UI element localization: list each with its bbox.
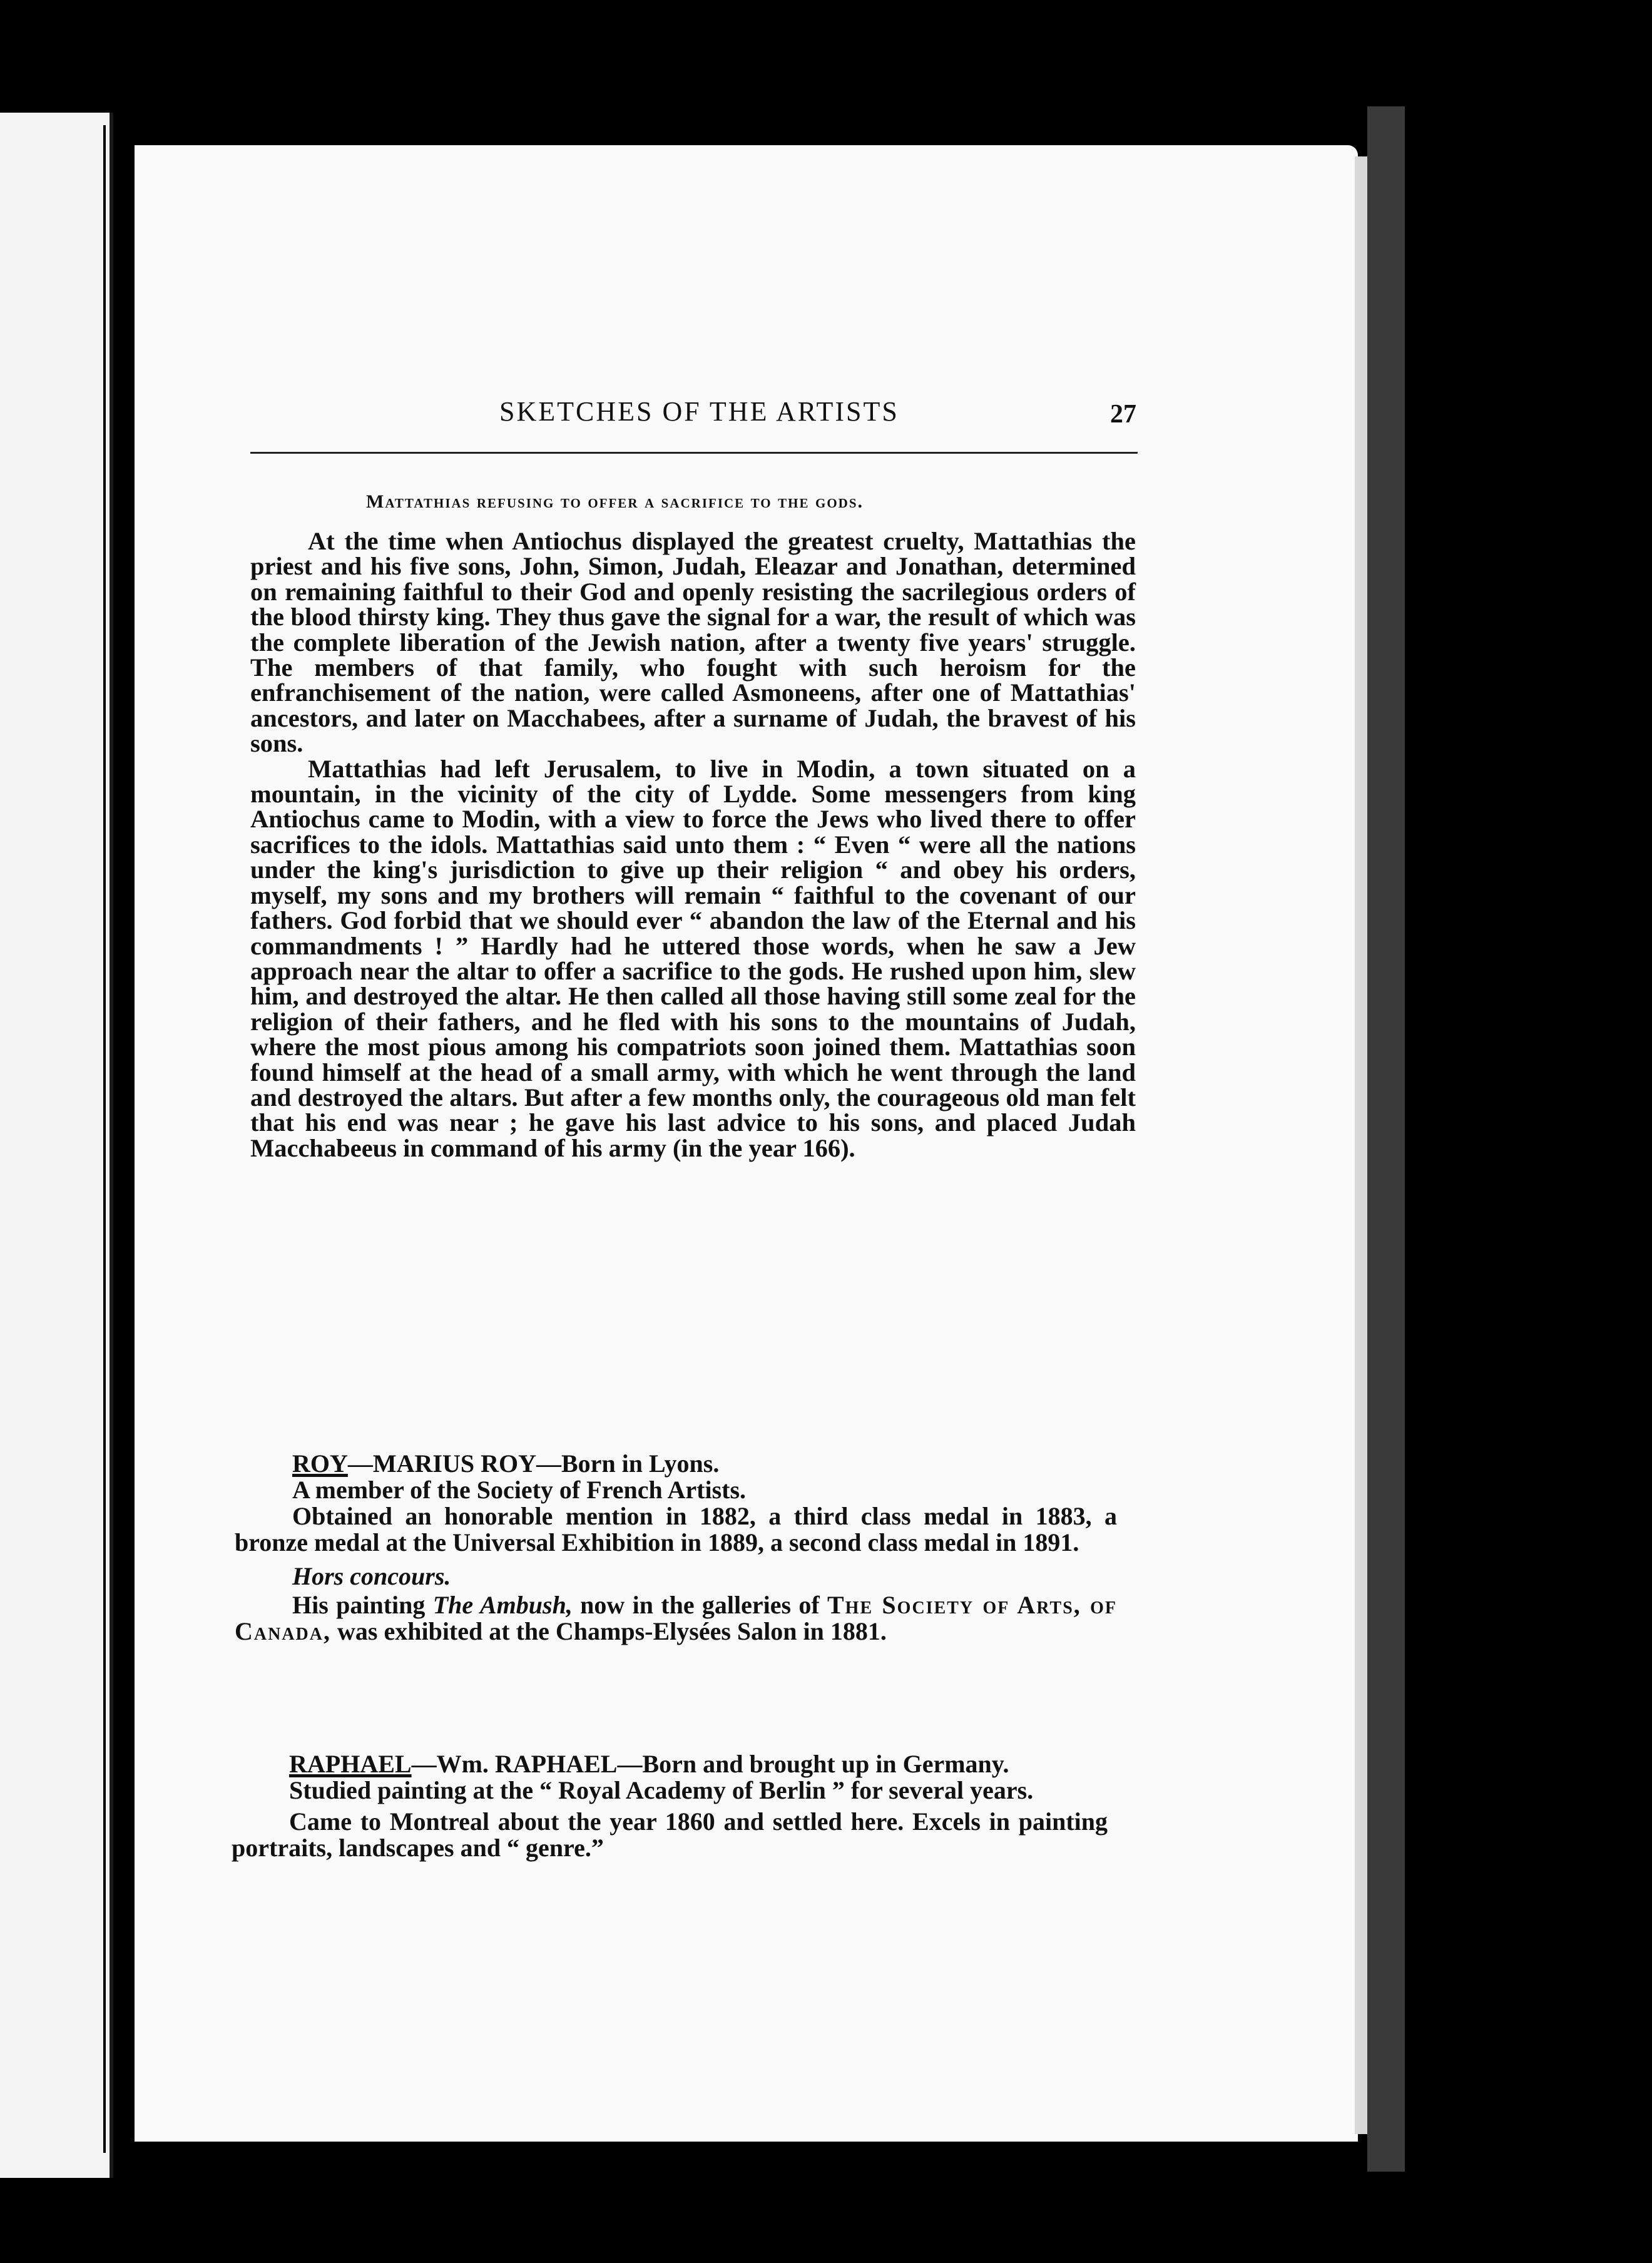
roy-hors-concours: Hors concours.: [292, 1562, 451, 1590]
roy-heading-rest: —MARIUS ROY—Born in Lyons.: [347, 1449, 720, 1478]
roy-painting: [235, 1592, 1117, 1645]
roy-awards: Obtained an honorable mention in 1882, a third class medal in 1883, a bronze medal at the Universal Exhibition in 1889, a second class medal in 1891.: [235, 1502, 1117, 1556]
page-stack-edge: [1355, 156, 1367, 2134]
page-number: 27: [1110, 400, 1136, 429]
roy-painting-suffix: was exhibited at the Champs-Elysées Salon in 1881.: [331, 1617, 887, 1645]
roy-name: ROY: [292, 1449, 348, 1478]
running-head-title: SKETCHES OF THE ARTISTS: [499, 396, 899, 427]
roy-heading: [235, 1451, 1117, 1477]
entry-raphael: [232, 1751, 1108, 1861]
running-head: [0, 396, 1652, 433]
header-rule: [250, 452, 1138, 454]
roy-painting-prefix: His painting: [292, 1591, 433, 1619]
entry-roy: [235, 1451, 1117, 1645]
roy-society: The Society of Arts, of Canada,: [235, 1591, 1117, 1645]
raphael-heading: [232, 1751, 1108, 1777]
article-title: Mattathias refusing to offer a sacrifice to the gods.: [366, 491, 864, 512]
raphael-studied: Studied painting at the “ Royal Academy of Berlin ” for several years.: [289, 1776, 1034, 1804]
paragraph-2: Mattathias had left Jerusalem, to live in Modin, a town situated on a mountain, in the vicinity of the city of Lydde. Some messengers from king Antiochus came to Modin, with a view to force the Jews who lived there to offer sacrifices to the idols. Mattathias said unto them : “ Even “ were all the nations under the king's jurisdiction to give up their religion “ and obey his orders, myself, my sons and my brothers will remain “ faithful to the covenant of our fathers. God forbid that we should ever “ abandon the law of the Eternal and his commandments ! ” Hardly had he uttered those words, when he saw a Jew approach near the altar to offer a sacrifice to the gods. He rushed upon him, slew him, and destroyed the altar. He then called all those having still some zeal for the religion of their fathers, and he fled with his sons to the mountains of Judah, where the most pious among his compatriots soon joined them. Mattathias soon found himself at the head of a small army, with which he went through the land and destroyed the altars. But after a few months only, the courageous old man felt that his end was near ; he gave his last advice to his sons, and placed Judah Macchabeeus in command of his army (in the year 166).: [250, 754, 1136, 1162]
raphael-name: RAPHAEL: [289, 1750, 412, 1778]
roy-member: A member of the Society of French Artists.: [292, 1476, 747, 1504]
roy-painting-title: The Ambush,: [432, 1591, 573, 1619]
raphael-montreal: Came to Montreal about the year 1860 and settled here. Excels in painting portraits, landscapes and “ genre.”: [232, 1807, 1108, 1862]
article-body: [250, 529, 1136, 1161]
paragraph-1: At the time when Antiochus displayed the greatest cruelty, Mattathias the priest and his five sons, John, Simon, Judah, Eleazar and Jonathan, determined on remaining faithful to their God and openly resisting the sacrilegious orders of the blood thirsty king. They thus gave the signal for a war, the result of which was the complete liberation of the Jewish nation, after a twenty five years' struggle. The members of that family, who fought with such heroism for the enfranchisement of the nation, were called Asmoneens, after one of Mattathias' ancestors, and later on Macchabees, after a surname of Judah, the bravest of his sons.: [250, 527, 1136, 758]
raphael-heading-rest: —Wm. RAPHAEL—Born and brought up in Germany.: [411, 1750, 1009, 1778]
roy-painting-mid: now in the galleries of: [572, 1591, 827, 1619]
